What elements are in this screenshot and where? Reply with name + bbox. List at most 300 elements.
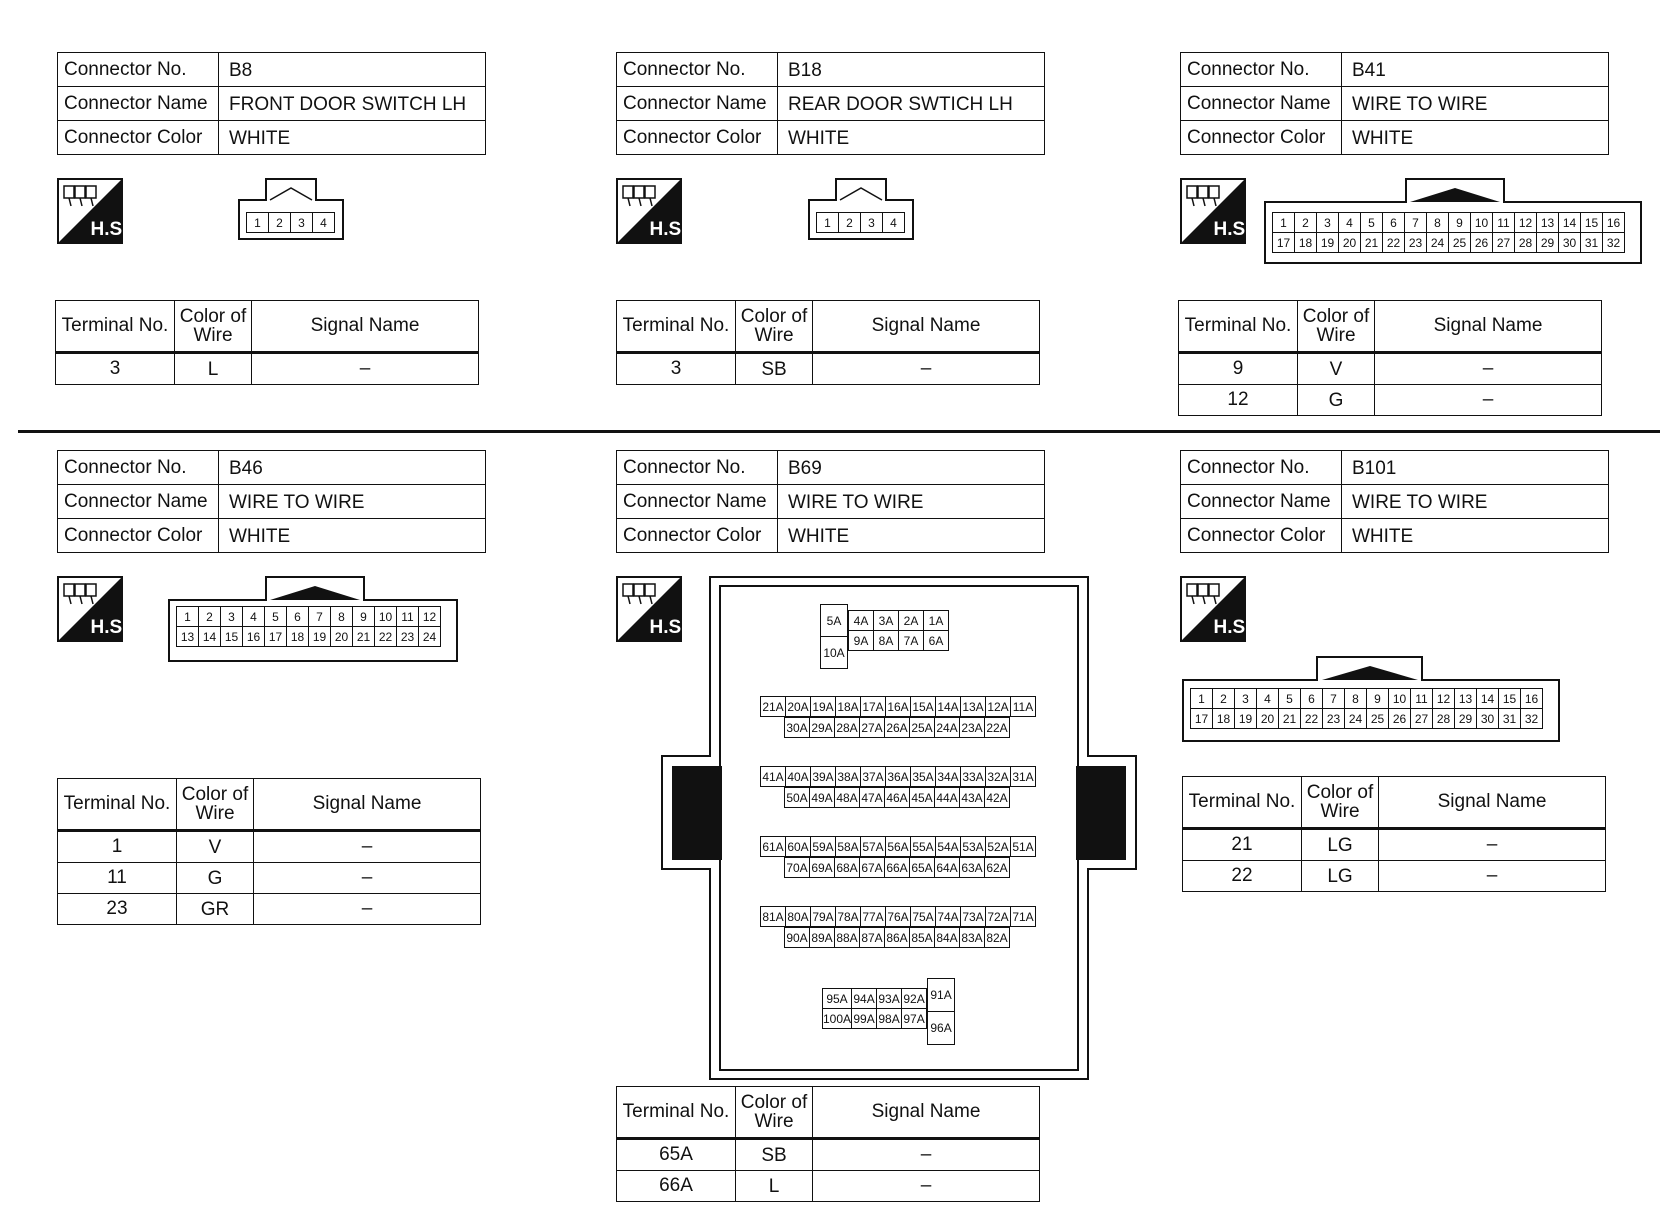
pin: 29 (1455, 709, 1477, 729)
pin: 14 (1559, 213, 1581, 233)
pin: 32A (986, 767, 1011, 787)
pin: 96A (928, 1012, 955, 1045)
pin: 3 (291, 213, 313, 233)
header-signal-name: Signal Name (252, 301, 479, 353)
section-divider (18, 430, 1660, 433)
connector-face-b18 (808, 178, 914, 240)
pin: 7A (899, 631, 924, 651)
pin: 80A (786, 907, 811, 927)
pin: 24 (1427, 233, 1449, 253)
pin: 13 (1455, 689, 1477, 709)
pin: 4 (1257, 689, 1279, 709)
table-row (1183, 829, 1606, 861)
pin: 1 (1273, 213, 1295, 233)
pin: 17A (861, 697, 886, 717)
table-row (1179, 353, 1602, 385)
pin: 57A (861, 837, 886, 857)
connector-name: WIRE TO WIRE (778, 485, 1045, 519)
connector-name: WIRE TO WIRE (219, 485, 486, 519)
connector-no: B69 (778, 451, 1045, 485)
pin: 15 (221, 627, 243, 647)
connector-info-b41 (1180, 52, 1609, 155)
pin: 20 (1257, 709, 1279, 729)
label: Connector Name (58, 87, 219, 121)
pin-grid (760, 696, 1036, 717)
pin: 11 (1411, 689, 1433, 709)
pin: 4 (313, 213, 335, 233)
pin: 8A (874, 631, 899, 651)
pin: 27A (860, 718, 885, 738)
pin: 82A (985, 928, 1010, 948)
pin: 69A (810, 858, 835, 878)
pin: 83A (960, 928, 985, 948)
terminal-table-b46 (57, 778, 481, 925)
pin: 6A (924, 631, 949, 651)
connector-no: B18 (778, 53, 1045, 87)
pin: 6 (1383, 213, 1405, 233)
connector-color: WHITE (1342, 519, 1609, 553)
pin-grid (820, 604, 848, 669)
header-color-of-wire: Color of Wire (177, 779, 254, 831)
connector-info-b69 (616, 450, 1045, 553)
hs-badge-icon (616, 178, 687, 244)
pin: 25A (910, 718, 935, 738)
pin: 18 (1295, 233, 1317, 253)
pin: 19 (1317, 233, 1339, 253)
hs-badge-label: H.S. (1213, 617, 1251, 638)
pin: 60A (786, 837, 811, 857)
pin: 11 (397, 607, 419, 627)
terminal-no: 12 (1179, 385, 1298, 416)
terminal-table-b41 (1178, 300, 1602, 416)
pin: 29A (810, 718, 835, 738)
pin: 23 (1405, 233, 1427, 253)
pin: 20A (786, 697, 811, 717)
connector-no: B41 (1342, 53, 1609, 87)
pin: 53A (961, 837, 986, 857)
pin: 3 (1235, 689, 1257, 709)
pin: 15 (1581, 213, 1603, 233)
pin: 3 (861, 213, 883, 233)
pin: 33A (961, 767, 986, 787)
connector-name: WIRE TO WIRE (1342, 485, 1609, 519)
label: Connector No. (617, 53, 778, 87)
pin: 49A (810, 788, 835, 808)
label: Connector No. (617, 451, 778, 485)
pin: 7 (1323, 689, 1345, 709)
pin: 9 (1449, 213, 1471, 233)
header-signal-name: Signal Name (813, 1087, 1040, 1139)
table-row (56, 353, 479, 385)
pin: 2 (199, 607, 221, 627)
pin: 87A (860, 928, 885, 948)
pin-grid (816, 212, 905, 233)
header-color-of-wire: Color of Wire (1302, 777, 1379, 829)
terminal-no: 3 (617, 353, 736, 385)
pin: 2A (899, 611, 924, 631)
connector-name: REAR DOOR SWTICH LH (778, 87, 1045, 121)
pin: 32 (1603, 233, 1625, 253)
header-terminal-no: Terminal No. (56, 301, 175, 353)
pin: 8 (1427, 213, 1449, 233)
pin: 19A (811, 697, 836, 717)
pin: 10 (1471, 213, 1493, 233)
pin: 26A (885, 718, 910, 738)
connector-info-b8 (57, 52, 486, 155)
pin: 91A (928, 979, 955, 1012)
pin: 24A (935, 718, 960, 738)
pin: 94A (852, 989, 877, 1009)
pin: 23A (960, 718, 985, 738)
terminal-no: 23 (58, 894, 177, 925)
pin: 74A (936, 907, 961, 927)
hs-badge-icon (57, 576, 128, 642)
table-row (617, 1171, 1040, 1202)
pin: 26 (1471, 233, 1493, 253)
label: Connector Color (58, 519, 219, 553)
wire-color: LG (1302, 861, 1379, 892)
pin-grid (784, 927, 1010, 948)
pin: 31 (1581, 233, 1603, 253)
header-color-of-wire: Color of Wire (736, 301, 813, 353)
pin: 20 (331, 627, 353, 647)
label: Connector Name (617, 485, 778, 519)
pin: 7 (1405, 213, 1427, 233)
pin: 88A (835, 928, 860, 948)
terminal-no: 3 (56, 353, 175, 385)
pin: 21 (353, 627, 375, 647)
pin: 18 (287, 627, 309, 647)
pin: 67A (860, 858, 885, 878)
wire-color: LG (1302, 829, 1379, 861)
pin: 10 (375, 607, 397, 627)
terminal-no: 1 (58, 831, 177, 863)
pin: 2 (1213, 689, 1235, 709)
label: Connector No. (58, 451, 219, 485)
pin: 56A (886, 837, 911, 857)
pin: 22 (375, 627, 397, 647)
signal-name: – (252, 353, 479, 385)
pin: 17 (1273, 233, 1295, 253)
signal-name: – (254, 863, 481, 894)
pin: 23 (397, 627, 419, 647)
pin: 86A (885, 928, 910, 948)
pin: 9A (849, 631, 874, 651)
pin: 6 (287, 607, 309, 627)
pin: 76A (886, 907, 911, 927)
signal-name: – (254, 831, 481, 863)
pin: 81A (761, 907, 786, 927)
pin-grid (1190, 688, 1543, 729)
pin: 18 (1213, 709, 1235, 729)
pin: 5 (265, 607, 287, 627)
pin: 100A (823, 1009, 852, 1029)
wire-color: G (177, 863, 254, 894)
pin: 16 (243, 627, 265, 647)
label: Connector Color (1181, 121, 1342, 155)
hs-badge-icon (1180, 576, 1251, 642)
pin: 24 (1345, 709, 1367, 729)
pin: 1 (177, 607, 199, 627)
pin: 11A (1011, 697, 1036, 717)
pin-group-4 (760, 836, 1036, 878)
hs-badge-icon (57, 178, 128, 244)
connector-no: B101 (1342, 451, 1609, 485)
signal-name: – (254, 894, 481, 925)
label: Connector Name (58, 485, 219, 519)
pin: 71A (1011, 907, 1036, 927)
signal-name: – (1375, 353, 1602, 385)
pin: 14A (936, 697, 961, 717)
pin: 8 (1345, 689, 1367, 709)
pin: 31A (1011, 767, 1036, 787)
pin: 14 (199, 627, 221, 647)
pin: 35A (911, 767, 936, 787)
pin: 12 (1433, 689, 1455, 709)
wire-color: L (175, 353, 252, 385)
pin: 66A (885, 858, 910, 878)
label: Connector Color (1181, 519, 1342, 553)
terminal-no: 22 (1183, 861, 1302, 892)
pin: 1A (924, 611, 949, 631)
wire-color: SB (736, 353, 813, 385)
pin: 61A (761, 837, 786, 857)
pin: 15A (911, 697, 936, 717)
pin: 30A (785, 718, 810, 738)
connector-face-b46 (168, 576, 458, 662)
terminal-no: 21 (1183, 829, 1302, 861)
signal-name: – (1379, 829, 1606, 861)
pin: 19 (309, 627, 331, 647)
pin: 51A (1011, 837, 1036, 857)
connector-info-b46 (57, 450, 486, 553)
header-signal-name: Signal Name (254, 779, 481, 831)
table-row (58, 894, 481, 925)
pin: 98A (877, 1009, 902, 1029)
pin: 2 (839, 213, 861, 233)
pin: 23 (1323, 709, 1345, 729)
pin: 48A (835, 788, 860, 808)
pin: 15 (1499, 689, 1521, 709)
pin-group-5 (760, 906, 1036, 948)
pin-grid (176, 606, 441, 647)
pin: 7 (309, 607, 331, 627)
pin: 95A (823, 989, 852, 1009)
hs-badge-label: H.S. (649, 219, 687, 240)
pin: 12A (986, 697, 1011, 717)
table-row (58, 863, 481, 894)
pin: 90A (785, 928, 810, 948)
pin: 25 (1449, 233, 1471, 253)
pin-group-3 (760, 766, 1036, 808)
terminal-no: 65A (617, 1139, 736, 1171)
pin: 16A (886, 697, 911, 717)
pin: 29 (1537, 233, 1559, 253)
pin: 39A (811, 767, 836, 787)
pin: 4 (243, 607, 265, 627)
pin: 78A (836, 907, 861, 927)
pin: 50A (785, 788, 810, 808)
pin: 64A (935, 858, 960, 878)
header-signal-name: Signal Name (813, 301, 1040, 353)
pin: 38A (836, 767, 861, 787)
pin-grid (784, 857, 1010, 878)
header-signal-name: Signal Name (1379, 777, 1606, 829)
header-terminal-no: Terminal No. (617, 1087, 736, 1139)
wire-color: V (1298, 353, 1375, 385)
pin: 40A (786, 767, 811, 787)
pin: 4A (849, 611, 874, 631)
terminal-table-b8 (55, 300, 479, 385)
wire-color: SB (736, 1139, 813, 1171)
connector-color: WHITE (778, 121, 1045, 155)
pin: 21A (761, 697, 786, 717)
connector-color: WHITE (219, 519, 486, 553)
pin: 13 (1537, 213, 1559, 233)
pin: 12 (419, 607, 441, 627)
signal-name: – (1375, 385, 1602, 416)
label: Connector No. (58, 53, 219, 87)
header-signal-name: Signal Name (1375, 301, 1602, 353)
terminal-no: 11 (58, 863, 177, 894)
pin: 18A (836, 697, 861, 717)
pin: 73A (961, 907, 986, 927)
header-color-of-wire: Color of Wire (175, 301, 252, 353)
pin: 31 (1499, 709, 1521, 729)
pin: 28A (835, 718, 860, 738)
pin: 16 (1521, 689, 1543, 709)
terminal-table-b18 (616, 300, 1040, 385)
hs-badge-label: H.S. (90, 219, 128, 240)
pin: 85A (910, 928, 935, 948)
pin-group-2 (760, 696, 1036, 738)
pin: 1 (817, 213, 839, 233)
pin: 5 (1361, 213, 1383, 233)
pin: 63A (960, 858, 985, 878)
connector-color: WHITE (778, 519, 1045, 553)
table-row (617, 353, 1040, 385)
pin-grid (784, 717, 1010, 738)
connector-face-b69 (660, 576, 1138, 1080)
wire-color: L (736, 1171, 813, 1202)
label: Connector Color (617, 519, 778, 553)
signal-name: – (813, 353, 1040, 385)
connector-face-b101 (1182, 656, 1560, 742)
header-terminal-no: Terminal No. (58, 779, 177, 831)
pin: 99A (852, 1009, 877, 1029)
pin: 2 (269, 213, 291, 233)
pin: 24 (419, 627, 441, 647)
pin: 84A (935, 928, 960, 948)
pin: 65A (910, 858, 935, 878)
pin: 72A (986, 907, 1011, 927)
label: Connector No. (1181, 451, 1342, 485)
pin: 68A (835, 858, 860, 878)
pin: 6 (1301, 689, 1323, 709)
table-row (617, 1139, 1040, 1171)
pin: 46A (885, 788, 910, 808)
hs-badge-icon (1180, 178, 1251, 244)
connector-face-b8 (238, 178, 344, 240)
connector-info-b101 (1180, 450, 1609, 553)
pin: 4 (883, 213, 905, 233)
pin: 30 (1559, 233, 1581, 253)
connector-face-b41 (1264, 178, 1642, 264)
pin: 44A (935, 788, 960, 808)
pin-grid (848, 610, 949, 651)
connector-name: FRONT DOOR SWITCH LH (219, 87, 486, 121)
pin: 22A (985, 718, 1010, 738)
label: Connector No. (1181, 53, 1342, 87)
pin: 27 (1493, 233, 1515, 253)
pin-grid (760, 836, 1036, 857)
pin-grid (760, 766, 1036, 787)
pin: 79A (811, 907, 836, 927)
connector-color: WHITE (219, 121, 486, 155)
label: Connector Name (617, 87, 778, 121)
pin: 25 (1367, 709, 1389, 729)
pin: 17 (1191, 709, 1213, 729)
pin: 5A (821, 605, 848, 637)
table-row (1183, 861, 1606, 892)
pin: 13A (961, 697, 986, 717)
wire-color: V (177, 831, 254, 863)
pin: 10 (1389, 689, 1411, 709)
pin: 1 (1191, 689, 1213, 709)
pin: 8 (331, 607, 353, 627)
pin: 2 (1295, 213, 1317, 233)
pin: 45A (910, 788, 935, 808)
pin: 26 (1389, 709, 1411, 729)
pin: 12 (1515, 213, 1537, 233)
pin: 36A (886, 767, 911, 787)
pin: 19 (1235, 709, 1257, 729)
pin: 13 (177, 627, 199, 647)
pin-grid (927, 978, 955, 1045)
terminal-table-b69 (616, 1086, 1040, 1202)
hs-badge-label: H.S. (1213, 219, 1251, 240)
pin: 47A (860, 788, 885, 808)
header-color-of-wire: Color of Wire (1298, 301, 1375, 353)
pin: 52A (986, 837, 1011, 857)
table-row (1179, 385, 1602, 416)
pin: 43A (960, 788, 985, 808)
pin: 42A (985, 788, 1010, 808)
label: Connector Color (617, 121, 778, 155)
label: Connector Color (58, 121, 219, 155)
pin: 20 (1339, 233, 1361, 253)
pin: 58A (836, 837, 861, 857)
pin: 41A (761, 767, 786, 787)
pin: 37A (861, 767, 886, 787)
pin: 9 (353, 607, 375, 627)
pin: 70A (785, 858, 810, 878)
pin: 22 (1383, 233, 1405, 253)
pin: 5 (1279, 689, 1301, 709)
pin: 75A (911, 907, 936, 927)
pin: 4 (1339, 213, 1361, 233)
pin: 77A (861, 907, 886, 927)
pin-grid (1272, 212, 1625, 253)
pin: 97A (902, 1009, 927, 1029)
connector-name: WIRE TO WIRE (1342, 87, 1609, 121)
header-terminal-no: Terminal No. (1183, 777, 1302, 829)
header-terminal-no: Terminal No. (1179, 301, 1298, 353)
pin: 16 (1603, 213, 1625, 233)
wire-color: GR (177, 894, 254, 925)
hs-badge-label: H.S. (90, 617, 128, 638)
pin: 54A (936, 837, 961, 857)
